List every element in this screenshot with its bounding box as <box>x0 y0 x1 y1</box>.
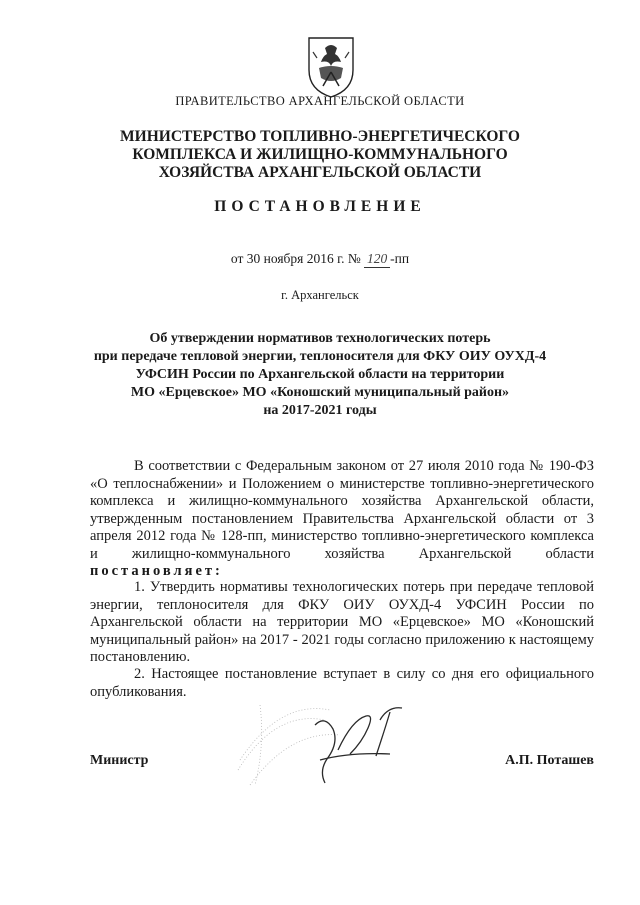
document-city: г. Архангельск <box>281 288 359 302</box>
ministry-line: МИНИСТЕРСТВО ТОПЛИВНО-ЭНЕРГЕТИЧЕСКОГО <box>120 128 520 145</box>
document-date: от 30 ноября 2016 г. № <box>230 251 361 266</box>
title-line: на 2017-2021 годы <box>263 403 377 418</box>
signature-stamp-icon <box>220 690 430 795</box>
ministry-line: ХОЗЯЙСТВА АРХАНГЕЛЬСКОЙ ОБЛАСТИ <box>158 164 482 181</box>
document-number-suffix: -пп <box>390 251 410 266</box>
government-name: ПРАВИТЕЛЬСТВО АРХАНГЕЛЬСКОЙ ОБЛАСТИ <box>175 94 465 108</box>
title-line: МО «Ерцевское» МО «Коношский муниципальный район» <box>130 385 510 400</box>
title-line: УФСИН России по Архангельской области на территории <box>135 367 505 382</box>
ministry-line: КОМПЛЕКСА И ЖИЛИЩНО-КОММУНАЛЬНОГО <box>132 146 508 163</box>
signatory-title: Министр <box>90 753 149 768</box>
document-date-line <box>0 251 640 268</box>
document-number: 120 <box>364 251 390 268</box>
document-title <box>0 330 640 420</box>
title-line: Об утверждении нормативов технологических потерь <box>149 331 491 346</box>
clause-1-paragraph: 1. Утвердить нормативы технологических потерь при передаче тепловой энергии, теплоносителя для ФКУ ОИУ ОУХД-4 УФСИН России по Архангельской области на территории МО «Ерцевское» МО «Коношский муниципальный район» на 2017 - 2021 годы согласно приложению к настоящему постановлению. <box>90 579 594 665</box>
clause-2-paragraph: 2. Настоящее постановление вступает в силу со дня его официального опубликования. <box>90 666 594 700</box>
resolve-word: постановляет: <box>90 563 223 579</box>
ministry-name <box>0 128 640 182</box>
signatory-name: А.П. Поташев <box>505 753 594 768</box>
coat-of-arms-icon <box>303 34 359 100</box>
preamble-text: В соответствии с Федеральным законом от 27 июля 2010 года № 190-ФЗ «О теплоснабжении» и Положением о министерстве топливно-энергетического комплекса и жилищно-коммунального хозяйства Архангельской области, утвержденным постановлением Правительства Архангельской области от 3 апреля 2012 года № 128-пп, министерство топливно-энергетического комплекса и жилищно-коммунального хозяйства Архангельской области <box>90 458 594 562</box>
preamble-paragraph <box>90 458 594 581</box>
title-line: при передаче тепловой энергии, теплоносителя для ФКУ ОИУ ОУХД-4 <box>93 349 547 364</box>
document-type: ПОСТАНОВЛЕНИЕ <box>214 198 426 215</box>
